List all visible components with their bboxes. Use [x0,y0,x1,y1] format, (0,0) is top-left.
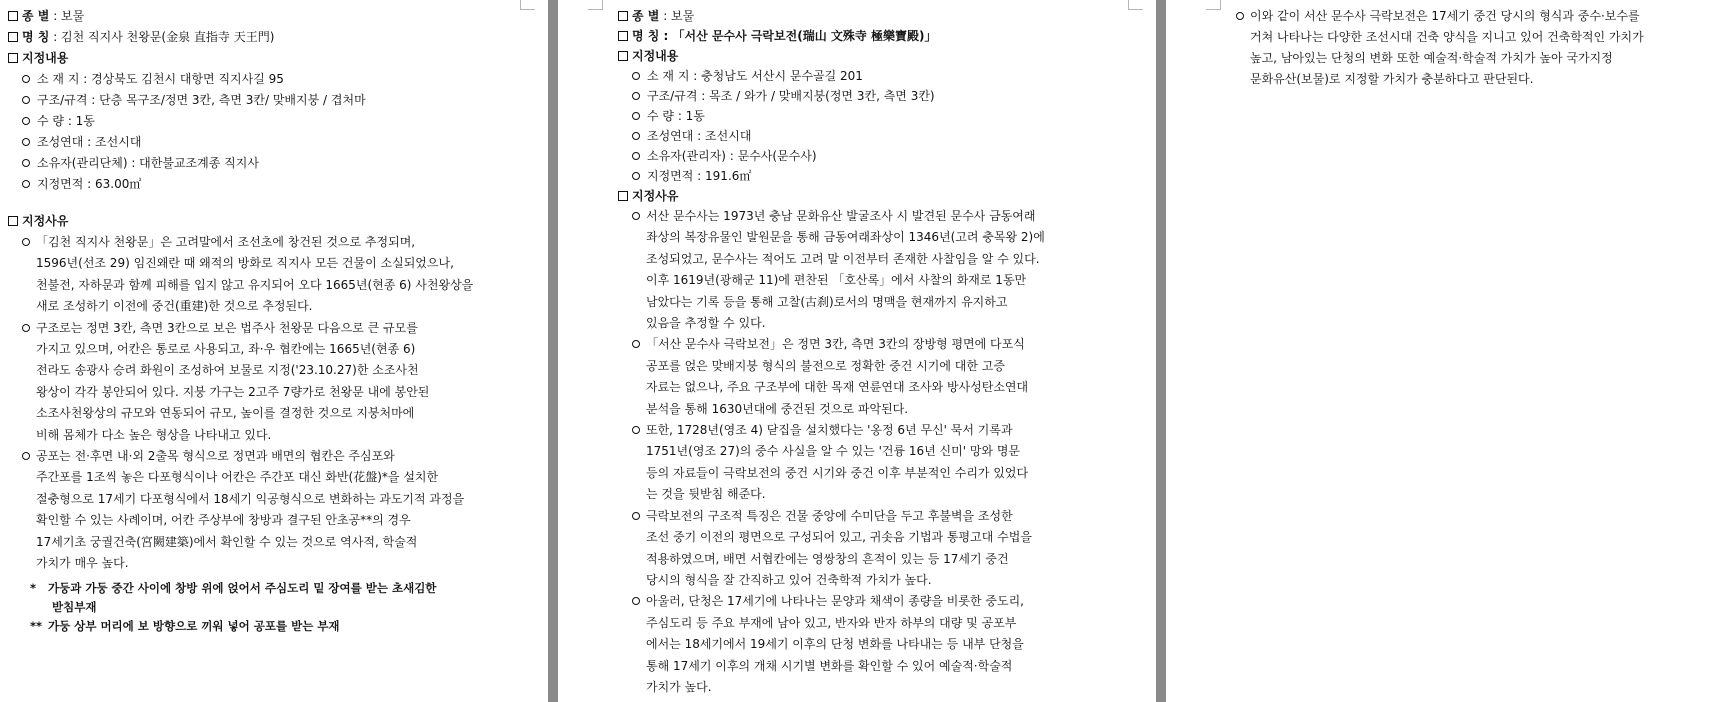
circle-bullet-icon [632,92,640,100]
circle-bullet-icon [632,340,640,348]
circle-bullet-icon [632,132,640,140]
section-heading: 지정사유 [8,211,538,232]
footnote: ** 가둥 상부 머리에 보 방향으로 끼워 넣어 공포를 받는 부재 [30,618,340,633]
content-item: 수 량 : 1동 [8,111,538,132]
content-item: 지정면적 : 191.6㎡ [618,166,1146,186]
document-page-2 [558,0,1156,702]
reason-paragraph: 「서산 문수사 극락보전」은 정면 3칸, 측면 3칸의 장방형 평면에 다포식 공포를 얹은 맞배지붕 형식의 불전으로 정확한 중건 시기에 대한 고증 자료는 없으나, 주요 구조부에 대한 목재 연륜연대 조사와 방사성탄소연대 분석을 통해 1630년대에 중건된 것으로 파악된다. [618,334,1146,420]
circle-bullet-icon [632,152,640,160]
circle-bullet-icon [22,159,30,167]
content-item: 소유자(관리자) : 문수사(문수사) [618,146,1146,166]
circle-bullet-icon [22,452,30,460]
page-corner-mark [588,0,603,10]
circle-bullet-icon [632,72,640,80]
content-item: 소 재 지 : 경상북도 김천시 대항면 직지사길 95 [8,69,538,90]
reason-paragraph: 또한, 1728년(영조 4) 닫집을 설치했다는 '옹정 6년 무신' 묵서 기록과 1751년(영조 27)의 중수 사실을 알 수 있는 '건륭 16년 신미' 망와 명문 등의 자료들이 극락보전의 중건 시기와 중건 이후 부분적인 수리가 있었다 는 것을 뒷받침 해준다. [618,420,1146,506]
reason-paragraph: 「김천 직지사 천왕문」은 고려말에서 조선초에 창건된 것으로 추정되며, 1596년(선조 29) 임진왜란 때 왜적의 방화로 직지사 모든 건물이 소실되었으나, 천불전, 자하문과 함께 피해를 입지 않고 유지되어 오다 1665년(현종 6) 사천왕상을 새로 조성하기 이전에 중건(重建)한 것으로 추정된다. [8,232,538,318]
circle-bullet-icon [632,112,640,120]
circle-bullet-icon [632,172,640,180]
footnote: * 가둥과 가둥 중간 사이에 창방 위에 얹어서 주심도리 밑 장여를 받는 초새김한 [30,580,437,595]
page-corner-mark [1128,0,1143,10]
content-item: 구조/규격 : 단층 목구조/정면 3칸, 측면 3칸/ 맞배지붕 / 겹처마 [8,90,538,111]
content-item: 지정면적 : 63.00㎡ [8,174,538,195]
reason-paragraph: 구조로는 정면 3칸, 측면 3칸으로 보은 법주사 천왕문 다음으로 큰 규모를 가지고 있으며, 어칸은 통로로 사용되고, 좌·우 협칸에는 1665년(현종 6) 전라도 송광사 승려 화원이 조성하여 보물로 지정('23.10.27)한 소조사천 왕상이 각각 봉안되어 있다. 지붕 가구는 2고주 7량가로 천왕문 내에 봉안된 소조사천왕상의 규모와 연동되어 규모, 높이를 결정한 것으로 지붕처마에 비해 몸체가 다소 높은 형상을 나타내고 있다. [8,318,538,446]
page-corner-mark [520,0,535,10]
circle-bullet-icon [22,96,30,104]
content-item: 구조/규격 : 목조 / 와가 / 맞배지붕(정면 3칸, 측면 3칸) [618,86,1146,106]
reason-paragraph: 이와 같이 서산 문수사 극락보전은 17세기 중건 당시의 형식과 중수·보수를 거쳐 나타나는 다양한 조선시대 건축 양식을 지니고 있어 건축학적인 가치가 높고, 남아있는 단청의 변화 또한 예술적·학술적 가치가 높아 국가지정 문화유산(보물)로 지정할 가치가 충분하다고 판단된다. [1236,6,1703,90]
document-page-3 [1166,0,1713,702]
reason-paragraph: 서산 문수사는 1973년 충남 문화유산 발굴조사 시 발견된 문수사 금동여래 좌상의 복장유물인 발원문을 통해 금동여래좌상이 1346년(고려 충목왕 2)에 조성되었고, 문수사는 적어도 고려 말 이전부터 존재한 사찰임을 알 수 있다. 이후 1619년(광해군 11)에 편찬된 「호산록」에서 사찰의 화재로 1동만 남았다는 기록 등을 통해 고찰(古刹)로서의 명맥을 현재까지 유지하고 있음을 추정할 수 있다. [618,206,1146,334]
checkbox-square-icon [618,51,628,61]
circle-bullet-icon [632,426,640,434]
content-item: 조성연대 : 조선시대 [618,126,1146,146]
document-page-1 [0,0,548,702]
checkbox-square-icon [8,11,18,21]
checkbox-square-icon [618,11,628,21]
checkbox-square-icon [618,191,628,201]
content-item: 수 량 : 1동 [618,106,1146,126]
circle-bullet-icon [22,138,30,146]
header-line: 종 별 : 보물 [8,6,538,27]
header-line: 종 별 : 보물 [618,6,1146,26]
section-heading: 지정내용 [8,48,538,69]
section-heading: 지정내용 [618,46,1146,66]
circle-bullet-icon [22,180,30,188]
checkbox-square-icon [8,32,18,42]
content-item: 조성연대 : 조선시대 [8,132,538,153]
checkbox-square-icon [618,31,628,41]
checkbox-square-icon [8,216,18,226]
header-line: 명 칭 : 김천 직지사 천왕문(金泉 直指寺 天王門) [8,27,538,48]
circle-bullet-icon [632,597,640,605]
reason-paragraph: 아울러, 단청은 17세기에 나타나는 문양과 채색이 종량을 비롯한 중도리, 주심도리 등 주요 부재에 남아 있고, 반자와 반자 하부의 대량 및 공포부 에서는 18세기에서 19세기 이후의 단청 변화를 나타내는 등 내부 단청을 통해 17세기 이후의 개채 시기별 변화를 확인할 수 있어 예술적·학술적 가치가 높다. [618,591,1146,698]
page-corner-mark [1206,0,1221,10]
circle-bullet-icon [22,75,30,83]
circle-bullet-icon [22,117,30,125]
reason-paragraph: 공포는 전·후면 내·외 2출목 형식으로 정면과 배면의 협칸은 주심포와 주간포를 1조씩 놓은 다포형식이나 어칸은 주간포 대신 화반(花盤)*을 설치한 절충형으로 17세기 다포형식에서 18세기 익공형식으로 변화하는 과도기적 과정을 확인할 수 있는 사례이며, 어칸 주상부에 창방과 결구된 안초공**의 경우 17세기초 궁궐건축(宮闕建築)에서 확인할 수 있는 것으로 역사적, 학술적 가치가 매우 높다. [8,446,538,574]
reason-paragraph: 극락보전의 구조적 특징은 건물 중앙에 수미단을 두고 후불벽을 조성한 조선 중기 이전의 평면으로 구성되어 있고, 귀솟음 기법과 통평고대 수법을 적용하였으며, 배면 서협칸에는 영쌍창의 흔적이 있는 등 17세기 중건 당시의 형식을 잘 간직하고 있어 건축학적 가치가 높다. [618,506,1146,592]
circle-bullet-icon [632,212,640,220]
header-line: 명 칭 : 「서산 문수사 극락보전(瑞山 文殊寺 極樂寶殿)」 [618,26,1146,46]
content-item: 소유자(관리단체) : 대한불교조계종 직지사 [8,153,538,174]
checkbox-square-icon [8,53,18,63]
circle-bullet-icon [22,238,30,246]
section-heading: 지정사유 [618,186,1146,206]
footnote-continuation: 받침부재 [52,599,97,614]
content-item: 소 재 지 : 충청남도 서산시 문수골길 201 [618,66,1146,86]
circle-bullet-icon [632,512,640,520]
circle-bullet-icon [22,324,30,332]
circle-bullet-icon [1236,12,1244,20]
